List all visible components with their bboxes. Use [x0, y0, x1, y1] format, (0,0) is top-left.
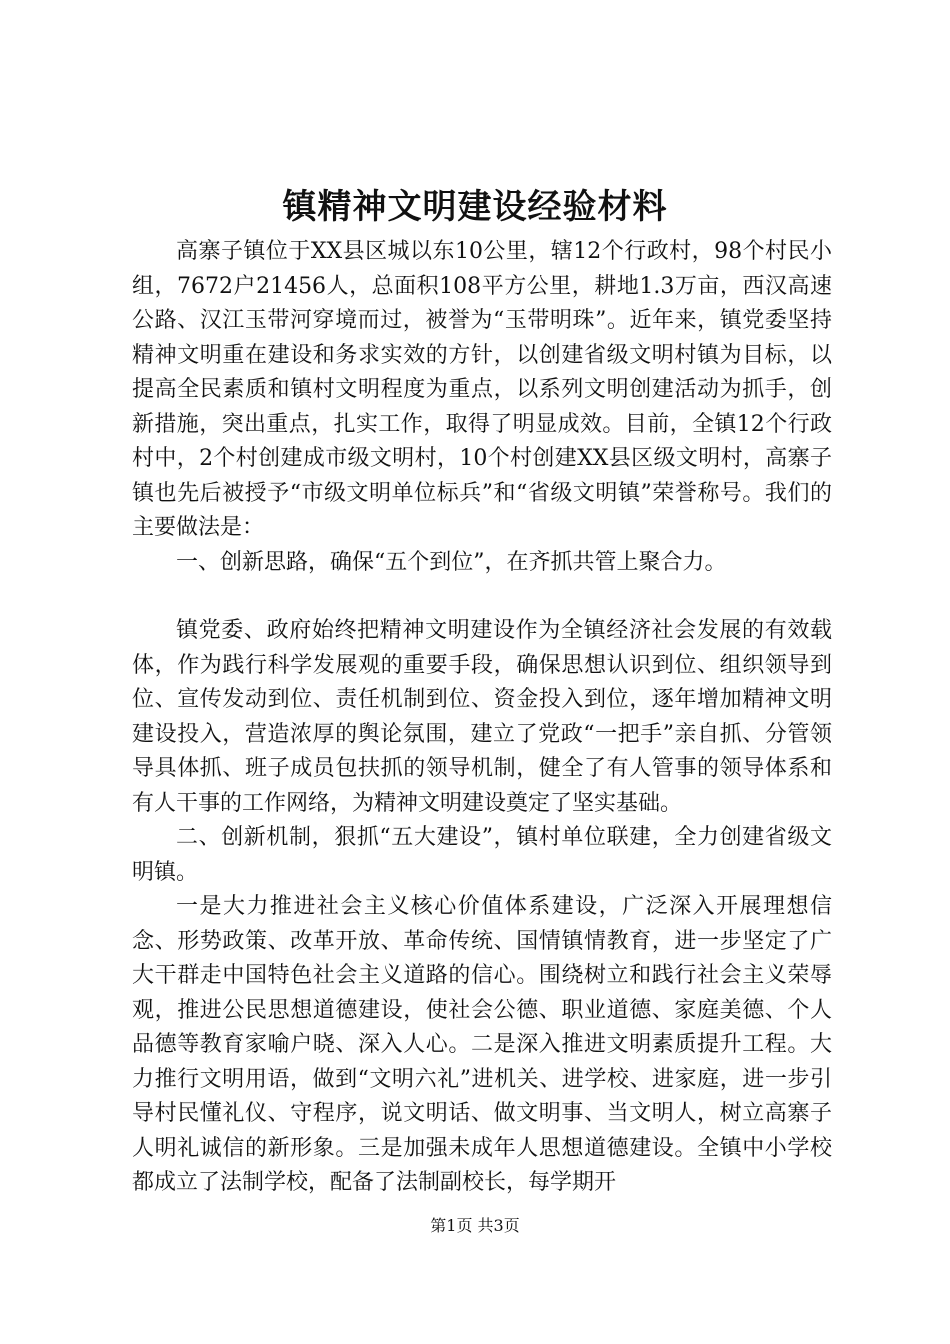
page-number-footer: 第1页 共3页 [430, 1216, 520, 1235]
section-heading-1: 一、创新思路，确保“五个到位”，在齐抓共管上聚合力。 [176, 549, 727, 575]
document-body [132, 235, 832, 1201]
document-title: 镇精神文明建设经验材料 [282, 187, 668, 227]
section-heading-2: 二、创新机制，狠抓“五大建设”，镇村单位联建，全力创建省级文明镇。 [132, 825, 832, 885]
paragraph-intro: 高寨子镇位于XX县区城以东10公里，辖12个行政村，98个村民小组，7672户21456人，总面积108平方公里，耕地1.3万亩，西汉高速公路、汉江玉带河穿境而过，被誉为“玉带明珠”。近年来，镇党委坚持精神文明重在建设和务求实效的方针，以创建省级文明村镇为目标，以提高全民素质和镇村文明程度为重点，以系列文明创建活动为抓手，创新措施，突出重点，扎实工作，取得了明显成效。目前，全镇12个行政村中，2个村创建成市级文明村，10个村创建XX县区级文明村，高寨子镇也先后被授予“市级文明单位标兵”和“省级文明镇”荣誉称号。我们的主要做法是： [132, 239, 832, 540]
paragraph-section-1: 镇党委、政府始终把精神文明建设作为全镇经济社会发展的有效载体，作为践行科学发展观的重要手段，确保思想认识到位、组织领导到位、宣传发动到位、责任机制到位、资金投入到位，逐年增加精神文明建设投入，营造浓厚的舆论氛围，建立了党政“一把手”亲自抓、分管领导具体抓、班子成员包扶抓的领导机制，健全了有人管事的领导体系和有人干事的工作网络，为精神文明建设奠定了坚实基础。 [132, 618, 832, 816]
paragraph-section-2: 一是大力推进社会主义核心价值体系建设，广泛深入开展理想信念、形势政策、改革开放、革命传统、国情镇情教育，进一步坚定了广大干群走中国特色社会主义道路的信心。围绕树立和践行社会主义荣辱观，推进公民思想道德建设，使社会公德、职业道德、家庭美德、个人品德等教育家喻户晓、深入人心。二是深入推进文明素质提升工程。大力推行文明用语，做到“文明六礼”进机关、进学校、进家庭，进一步引导村民懂礼仪、守程序，说文明话、做文明事、当文明人，树立高寨子人明礼诚信的新形象。三是加强未成年人思想道德建设。全镇中小学校都成立了法制学校，配备了法制副校长，每学期开 [132, 894, 832, 1195]
